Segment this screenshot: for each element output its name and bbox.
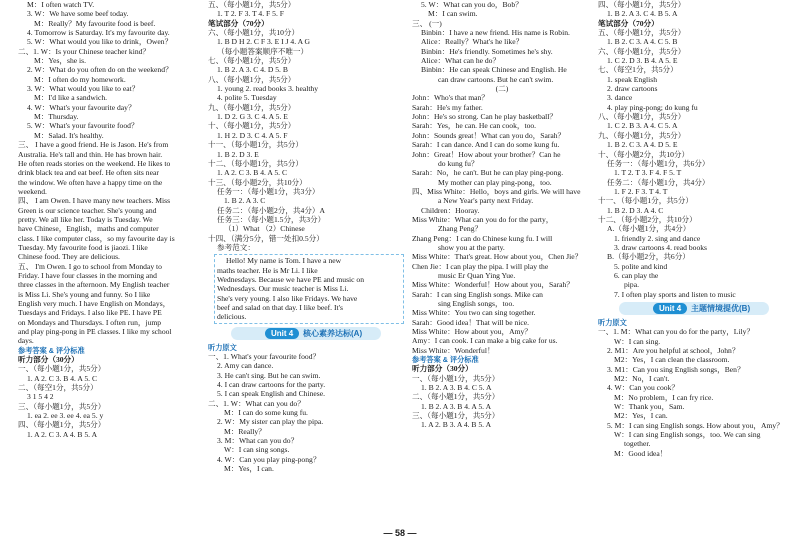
text-line: drink black tea and eat beef. He often sits near bbox=[18, 168, 159, 178]
text-line: music Er Quan Ying Yue. bbox=[438, 270, 516, 280]
answer-line: 1. B 2. D 3. A 4. C bbox=[607, 205, 664, 215]
text-line: Zhang Peng？ bbox=[438, 224, 483, 234]
answer-line: 1. B D H 2. C F 3. E I J 4. A G bbox=[217, 37, 311, 47]
text-line: Alice：What can he do？ bbox=[421, 56, 501, 66]
section-subheading: 笔试部分（70分） bbox=[598, 18, 659, 28]
answer-line: 5. polite and kind bbox=[614, 261, 668, 271]
answer-line: 1. A 2. B 3. A 4. B 5. A bbox=[421, 420, 492, 430]
text-line: is Miss Li. She's young and funny. So I like bbox=[18, 289, 151, 299]
text-line: the window. We often have a happy time on the bbox=[18, 177, 163, 187]
answer-line: 1. T 2. T 3. F 4. F 5. T bbox=[614, 168, 682, 178]
section-subheading: 笔试部分（70分） bbox=[208, 18, 269, 28]
text-line: Miss White：You two can sing together. bbox=[412, 308, 536, 318]
text-line: 任务一：（每小题1分，共3分） bbox=[217, 186, 320, 196]
text-line: 十二、（每小题2分，共10分） bbox=[598, 214, 697, 224]
section-subheading: 听力部分（30分） bbox=[18, 355, 79, 365]
answer-line: 1. B 2. D 3. E bbox=[217, 149, 259, 159]
answer-line: 7. I often play sports and listen to music bbox=[614, 289, 736, 299]
text-line: M2：No，I can't. bbox=[614, 374, 670, 384]
text-line: 5. W：What would you like to drink，Owen？ bbox=[27, 37, 173, 47]
section-heading: 参考答案 & 评分标准 bbox=[412, 355, 479, 365]
text-line: 七、（每小题1分，共5分） bbox=[208, 56, 296, 66]
text-line: 4. Tomorrow is Saturday. It's my favourite day. bbox=[27, 28, 170, 38]
text-line: M：Really？My favourite food is beef. bbox=[34, 18, 156, 28]
text-line: M：I can do some kung fu. bbox=[224, 408, 308, 418]
text-line: 六、（每小题1分，共5分） bbox=[598, 46, 686, 56]
text-line: Children：Hooray. bbox=[421, 205, 480, 215]
text-line: John：Sounds great！What can you do，Sarah？ bbox=[412, 130, 566, 140]
text-line: 2. M1：Are you helpful at school，John？ bbox=[607, 346, 740, 356]
answer-line: 6. can play the bbox=[614, 270, 659, 280]
text-line: 三、 I have a good friend. He is Jason. He's from bbox=[18, 140, 169, 150]
text-line: 5. W：What's your favourite food？ bbox=[27, 121, 139, 131]
text-line: W：Thank you，Sam. bbox=[614, 402, 685, 412]
unit-banner bbox=[619, 302, 769, 315]
text-line: 七、（每空1分，共5分） bbox=[598, 65, 678, 75]
text-line: Sarah：I can dance. And I can do some kung fu. bbox=[412, 140, 560, 150]
column-2 bbox=[208, 0, 404, 520]
text-line: 三、（每小题1分，共5分） bbox=[412, 411, 500, 421]
text-line: 4. W：Can you play ping-pong？ bbox=[217, 454, 321, 464]
text-line: 任务二：（每小题2分，共4分）A bbox=[217, 205, 325, 215]
answer-line: 1. C 2. B 3. A 4. C 5. A bbox=[607, 121, 678, 131]
text-line: B.（每小题2分，共6分） bbox=[607, 252, 690, 262]
text-line: 四、Miss White：Hello，boys and girls. We will have bbox=[412, 186, 581, 196]
answer-line: 1. H 2. D 3. C 4. A 5. F bbox=[217, 130, 288, 140]
text-line: M：Really？ bbox=[224, 426, 266, 436]
text-line: 4. W：What's your favourite day？ bbox=[27, 102, 136, 112]
text-line: 5. W：What can you do，Bob？ bbox=[421, 0, 523, 9]
text-line: sing English songs，too. bbox=[438, 299, 515, 308]
unit-title: 核心素养达标(A) bbox=[303, 328, 363, 338]
text-line: 三、（每小题1分，共5分） bbox=[18, 401, 106, 411]
section-heading: 参考答案 & 评分标准 bbox=[18, 345, 85, 355]
text-line: Australia. He's tall and thin. He has brown hair. bbox=[18, 149, 163, 159]
answer-line: 1. C 2. D 3. B 4. A 5. E bbox=[607, 56, 678, 66]
text-line: John：He's so strong. Can he play basketball？ bbox=[412, 112, 557, 122]
answer-line: 4. polite 5. Tuesday bbox=[217, 93, 277, 103]
text-line: Binbin：He's friendly. Sometimes he's shy. bbox=[421, 46, 553, 56]
answer-line: 1. B 2. A 3. B 4. A 5. A bbox=[421, 401, 492, 411]
text-line: 一、1. M：What can you do for the party，Lily？ bbox=[598, 327, 755, 337]
essay-line: maths teacher. He is Mr Li. I like bbox=[217, 265, 318, 275]
text-line: M：I often do my homework. bbox=[34, 74, 126, 84]
essay-line: Wednesdays. Because we have PE and music on bbox=[217, 274, 365, 284]
answer-line: 1. B 2. A 3. B 4. C 5. A bbox=[421, 383, 492, 393]
text-line: 二、1. W：Is your Chinese teacher kind？ bbox=[18, 46, 151, 56]
text-line: Sarah：I can sing English songs. Mike can bbox=[412, 289, 543, 299]
text-line: 十、（每小题1分，共5分） bbox=[208, 121, 296, 131]
text-line: 八、（每小题1分，共5分） bbox=[598, 112, 686, 122]
text-line: have Chinese，English，maths and computer bbox=[18, 224, 159, 234]
text-line: Miss White：That's great. How about you，Chen Jie？ bbox=[412, 252, 583, 262]
text-line: He often reads stories on the weekend. He likes to bbox=[18, 158, 171, 168]
text-line: Sarah：He's my father. bbox=[412, 102, 483, 112]
column-3 bbox=[412, 0, 592, 520]
text-line: English very much. I have English on Mondays， bbox=[18, 299, 171, 308]
text-line: 4. I can draw cartoons for the party. bbox=[217, 380, 326, 390]
section-heading: 听力原文 bbox=[208, 342, 237, 352]
answer-line: 3 1 5 4 2 bbox=[27, 392, 54, 402]
text-line: （每小题答案顺序不唯一） bbox=[217, 46, 309, 56]
essay-line: beef and salad on that day. I like beef. It's bbox=[217, 303, 343, 312]
unit-banner bbox=[231, 327, 381, 340]
answer-line: 1. B 2. A 3. C bbox=[224, 196, 266, 206]
text-line: 四、（每小题1分，共5分） bbox=[18, 420, 106, 430]
essay-line: She's very young. I also like Fridays. We have bbox=[217, 293, 358, 303]
text-line: Miss White：What can you do for the party， bbox=[412, 214, 554, 224]
text-line: 2. W：What do you often do on the weekend？ bbox=[27, 65, 173, 75]
answer-line: 4. play ping-pong; do kung fu bbox=[607, 102, 698, 112]
text-line: Chen Jie：I can play the pipa. I will play the bbox=[412, 261, 549, 271]
essay-line: Hello! My name is Tom. I have a new bbox=[226, 256, 342, 266]
text-line: M：Good idea！ bbox=[614, 448, 668, 458]
answer-line: 1. A 2. C 3. B 4. A 5. C bbox=[27, 373, 98, 383]
text-line: 参考范文： bbox=[217, 242, 255, 252]
unit-title: 主题情境提优(B) bbox=[691, 304, 751, 313]
text-line: 十一、（每小题1分，共5分） bbox=[598, 196, 693, 206]
text-line: do kung fu？ bbox=[438, 158, 479, 168]
text-line: 一、1. What's your favourite food？ bbox=[208, 352, 321, 362]
text-line: 九、（每小题1分，共5分） bbox=[208, 102, 296, 112]
text-line: show you at the party. bbox=[438, 242, 505, 252]
text-line: 十三、（每小题2分，共10分） bbox=[208, 177, 307, 187]
text-line: W：I can sing. bbox=[614, 336, 661, 346]
text-line: 3. He can't sing. But he can swim. bbox=[217, 370, 321, 380]
text-line: Sarah：No，he can't. But he can play ping-pong. bbox=[412, 168, 564, 178]
text-line: M：I often watch TV. bbox=[27, 0, 95, 9]
text-line: My mother can play ping-pong，too. bbox=[438, 177, 552, 187]
answer-line: 1. young 2. read books 3. healthy bbox=[217, 84, 319, 94]
answer-line: 1. F 2. F 3. T 4. T bbox=[614, 186, 668, 196]
text-line: 一、（每小题1分，共5分） bbox=[412, 373, 500, 383]
text-line: Chinese food. They are delicious. bbox=[18, 252, 120, 262]
text-line: M：I'd like a sandwich. bbox=[34, 93, 108, 103]
text-line: 十二、（每小题1分，共5分） bbox=[208, 158, 303, 168]
unit-tag: Unit 4 bbox=[653, 303, 687, 314]
text-line: Tuesday. My favourite food is jiaozi. I like bbox=[18, 242, 148, 252]
column-1 bbox=[18, 0, 196, 520]
section-subheading: 听力部分（30分） bbox=[412, 364, 473, 374]
answer-line: 1. D 2. G 3. C 4. A 5. E bbox=[217, 112, 288, 122]
text-line: 任务一：（每小题1分，共6分） bbox=[607, 158, 710, 168]
text-line: 二、1. W：What can you do？ bbox=[208, 398, 305, 408]
text-line: 3. M1：Can you sing English songs，Ben？ bbox=[607, 364, 745, 374]
text-line: 任务三：（每小题1.5分，共3分） bbox=[217, 214, 326, 224]
text-line: 5. M：I can sing English songs. How about you，Amy？ bbox=[607, 420, 784, 430]
answer-line: 3. draw cartoons 4. read books bbox=[614, 242, 707, 252]
essay-line: delicious. bbox=[217, 312, 247, 322]
text-line: Amy：I can cook. I can make a big cake for us. bbox=[412, 336, 558, 346]
text-line: 八、（每小题1分，共5分） bbox=[208, 74, 296, 84]
text-line: together. bbox=[624, 439, 651, 449]
answer-line: 1. A 2. C 3. B 4. A 5. C bbox=[217, 168, 288, 178]
text-line: 二、（每小题1分，共5分） bbox=[412, 392, 500, 402]
answer-line: 1. friendly 2. sing and dance bbox=[614, 233, 701, 243]
text-line: M2：Yes，I can clean the classroom. bbox=[614, 355, 730, 365]
column-4 bbox=[598, 0, 790, 520]
text-line: W：I can sing English songs，too. We can sing bbox=[614, 430, 761, 440]
text-line: 六、（每小题1分，共10分） bbox=[208, 28, 300, 38]
text-line: 五、（每小题1分，共5分） bbox=[208, 0, 296, 9]
text-line: 十、（每小题2分，共10分） bbox=[598, 149, 690, 159]
answer-line: 1. B 2. C 3. A 4. C 5. B bbox=[607, 37, 678, 47]
text-line: 5. I can speak English and Chinese. bbox=[217, 389, 325, 399]
text-line: 3. W：What would you like to eat？ bbox=[27, 84, 140, 94]
answer-line: 2. draw cartoons bbox=[607, 84, 658, 94]
text-line: John：Who's that man？ bbox=[412, 93, 489, 103]
text-line: 十一、（每小题1分，共5分） bbox=[208, 140, 303, 150]
text-line: 4. W：Can you cook？ bbox=[607, 383, 679, 393]
text-line: 十四、（满分5分，错一处扣0.5分） bbox=[208, 233, 324, 243]
text-line: Miss White：Wonderful！How about you，Sarah？ bbox=[412, 280, 574, 290]
text-line: 五、（每小题1分，共5分） bbox=[598, 28, 686, 38]
answer-line: 1. B 2. C 3. A 4. D 5. E bbox=[607, 140, 678, 150]
answer-line: 1. speak English bbox=[607, 74, 657, 84]
text-line: M：Yes，I can. bbox=[224, 464, 274, 474]
text-line: M：No problem，I can fry rice. bbox=[614, 392, 714, 402]
text-line: days. bbox=[18, 336, 34, 346]
unit-tag: Unit 4 bbox=[265, 328, 299, 339]
answer-line: 1. ea 2. ee 3. ee 4. ea 5. y bbox=[27, 411, 104, 421]
text-line: Friday. I have four classes in the morning and bbox=[18, 270, 157, 280]
text-line: 3. W：We have some beef today. bbox=[27, 9, 129, 19]
text-line: Alice：Really？What's he like？ bbox=[421, 37, 524, 47]
text-line: 三、 (一) bbox=[412, 18, 442, 28]
text-line: 二、（每空1分，共5分） bbox=[18, 383, 98, 393]
text-line: Tuesdays and Fridays. I also like PE. I have PE bbox=[18, 308, 162, 318]
text-line: a New Year's party next Friday. bbox=[438, 196, 534, 206]
text-line: M2：Yes，I can. bbox=[614, 411, 668, 421]
text-line: 五、 I'm Owen. I go to school from Monday to bbox=[18, 261, 162, 271]
text-line: 3. M：What can you do？ bbox=[217, 436, 299, 446]
answer-line: 3. dance bbox=[607, 93, 633, 103]
answer-line: 1. T 2. F 3. T 4. F 5. F bbox=[217, 9, 284, 19]
text-line: M：Yes，she is. bbox=[34, 56, 86, 66]
answer-line: 1. B 2. A 3. C 4. B 5. A bbox=[607, 9, 678, 19]
text-line: on Mondays and Thursdays. I often run，jump bbox=[18, 317, 162, 327]
text-line: Miss White：Wonderful！ bbox=[412, 345, 495, 355]
text-line: A.（每小题1分，共4分） bbox=[607, 224, 691, 234]
text-line: pretty. We all like her. Today is Tuesday. We bbox=[18, 214, 153, 224]
section-heading: 听力原文 bbox=[598, 318, 627, 327]
text-line: Sarah：Good idea！That will be nice. bbox=[412, 317, 530, 327]
text-line: 2. Amy can dance. bbox=[217, 361, 274, 371]
text-line: W：I can sing songs. bbox=[224, 445, 290, 455]
text-line: 四、（每小题1分，共5分） bbox=[598, 0, 686, 9]
text-line: (二) bbox=[495, 84, 509, 94]
text-line: and play ping-pong in PE classes. I like my school bbox=[18, 327, 172, 337]
text-line: can draw cartoons. But he can't swim. bbox=[438, 74, 554, 84]
text-line: 一、（每小题1分，共5分） bbox=[18, 364, 106, 374]
essay-line: Wednesdays. Our music teacher is Miss Li. bbox=[217, 284, 349, 294]
text-line: John：Great！How about your brother？Can he bbox=[412, 149, 561, 159]
text-line: M：Thursday. bbox=[34, 112, 79, 122]
text-line: M：Salad. It's healthy. bbox=[34, 130, 104, 140]
text-line: Miss White：How about you，Amy？ bbox=[412, 327, 532, 337]
text-line: 任务二：（每小题1分，共4分） bbox=[607, 177, 710, 187]
text-line: three classes in the afternoon. My English teacher bbox=[18, 280, 170, 290]
text-line: class. I like computer class，so my favourite day is bbox=[18, 233, 175, 243]
text-line: 九、（每小题1分，共5分） bbox=[598, 130, 686, 140]
answer-line: pipa. bbox=[624, 280, 639, 290]
text-line: 四、 I am Owen. I have many new teachers. Miss bbox=[18, 196, 171, 206]
text-line: weekend. bbox=[18, 186, 47, 196]
text-line: Zhang Peng：I can do Chinese kung fu. I will bbox=[412, 233, 553, 243]
text-line: Binbin：I have a new friend. His name is Robin. bbox=[421, 28, 570, 38]
answer-line: 1. B 2. A 3. C 4. D 5. B bbox=[217, 65, 288, 75]
text-line: M：I can swim. bbox=[428, 9, 478, 19]
answer-line: （1）What （2）Chinese bbox=[224, 224, 305, 234]
sample-essay-box bbox=[214, 254, 404, 323]
text-line: Sarah：Yes，he can. He can cook，too. bbox=[412, 121, 537, 131]
answer-line: 1. A 2. C 3. A 4. B 5. A bbox=[27, 429, 98, 439]
text-line: 2. W：My sister can play the pipa. bbox=[217, 417, 324, 427]
text-line: Green is our science teacher. She's young and bbox=[18, 205, 157, 215]
text-line: Binbin：He can speak Chinese and English. He bbox=[421, 65, 567, 75]
page-number: — 58 — bbox=[383, 528, 417, 538]
